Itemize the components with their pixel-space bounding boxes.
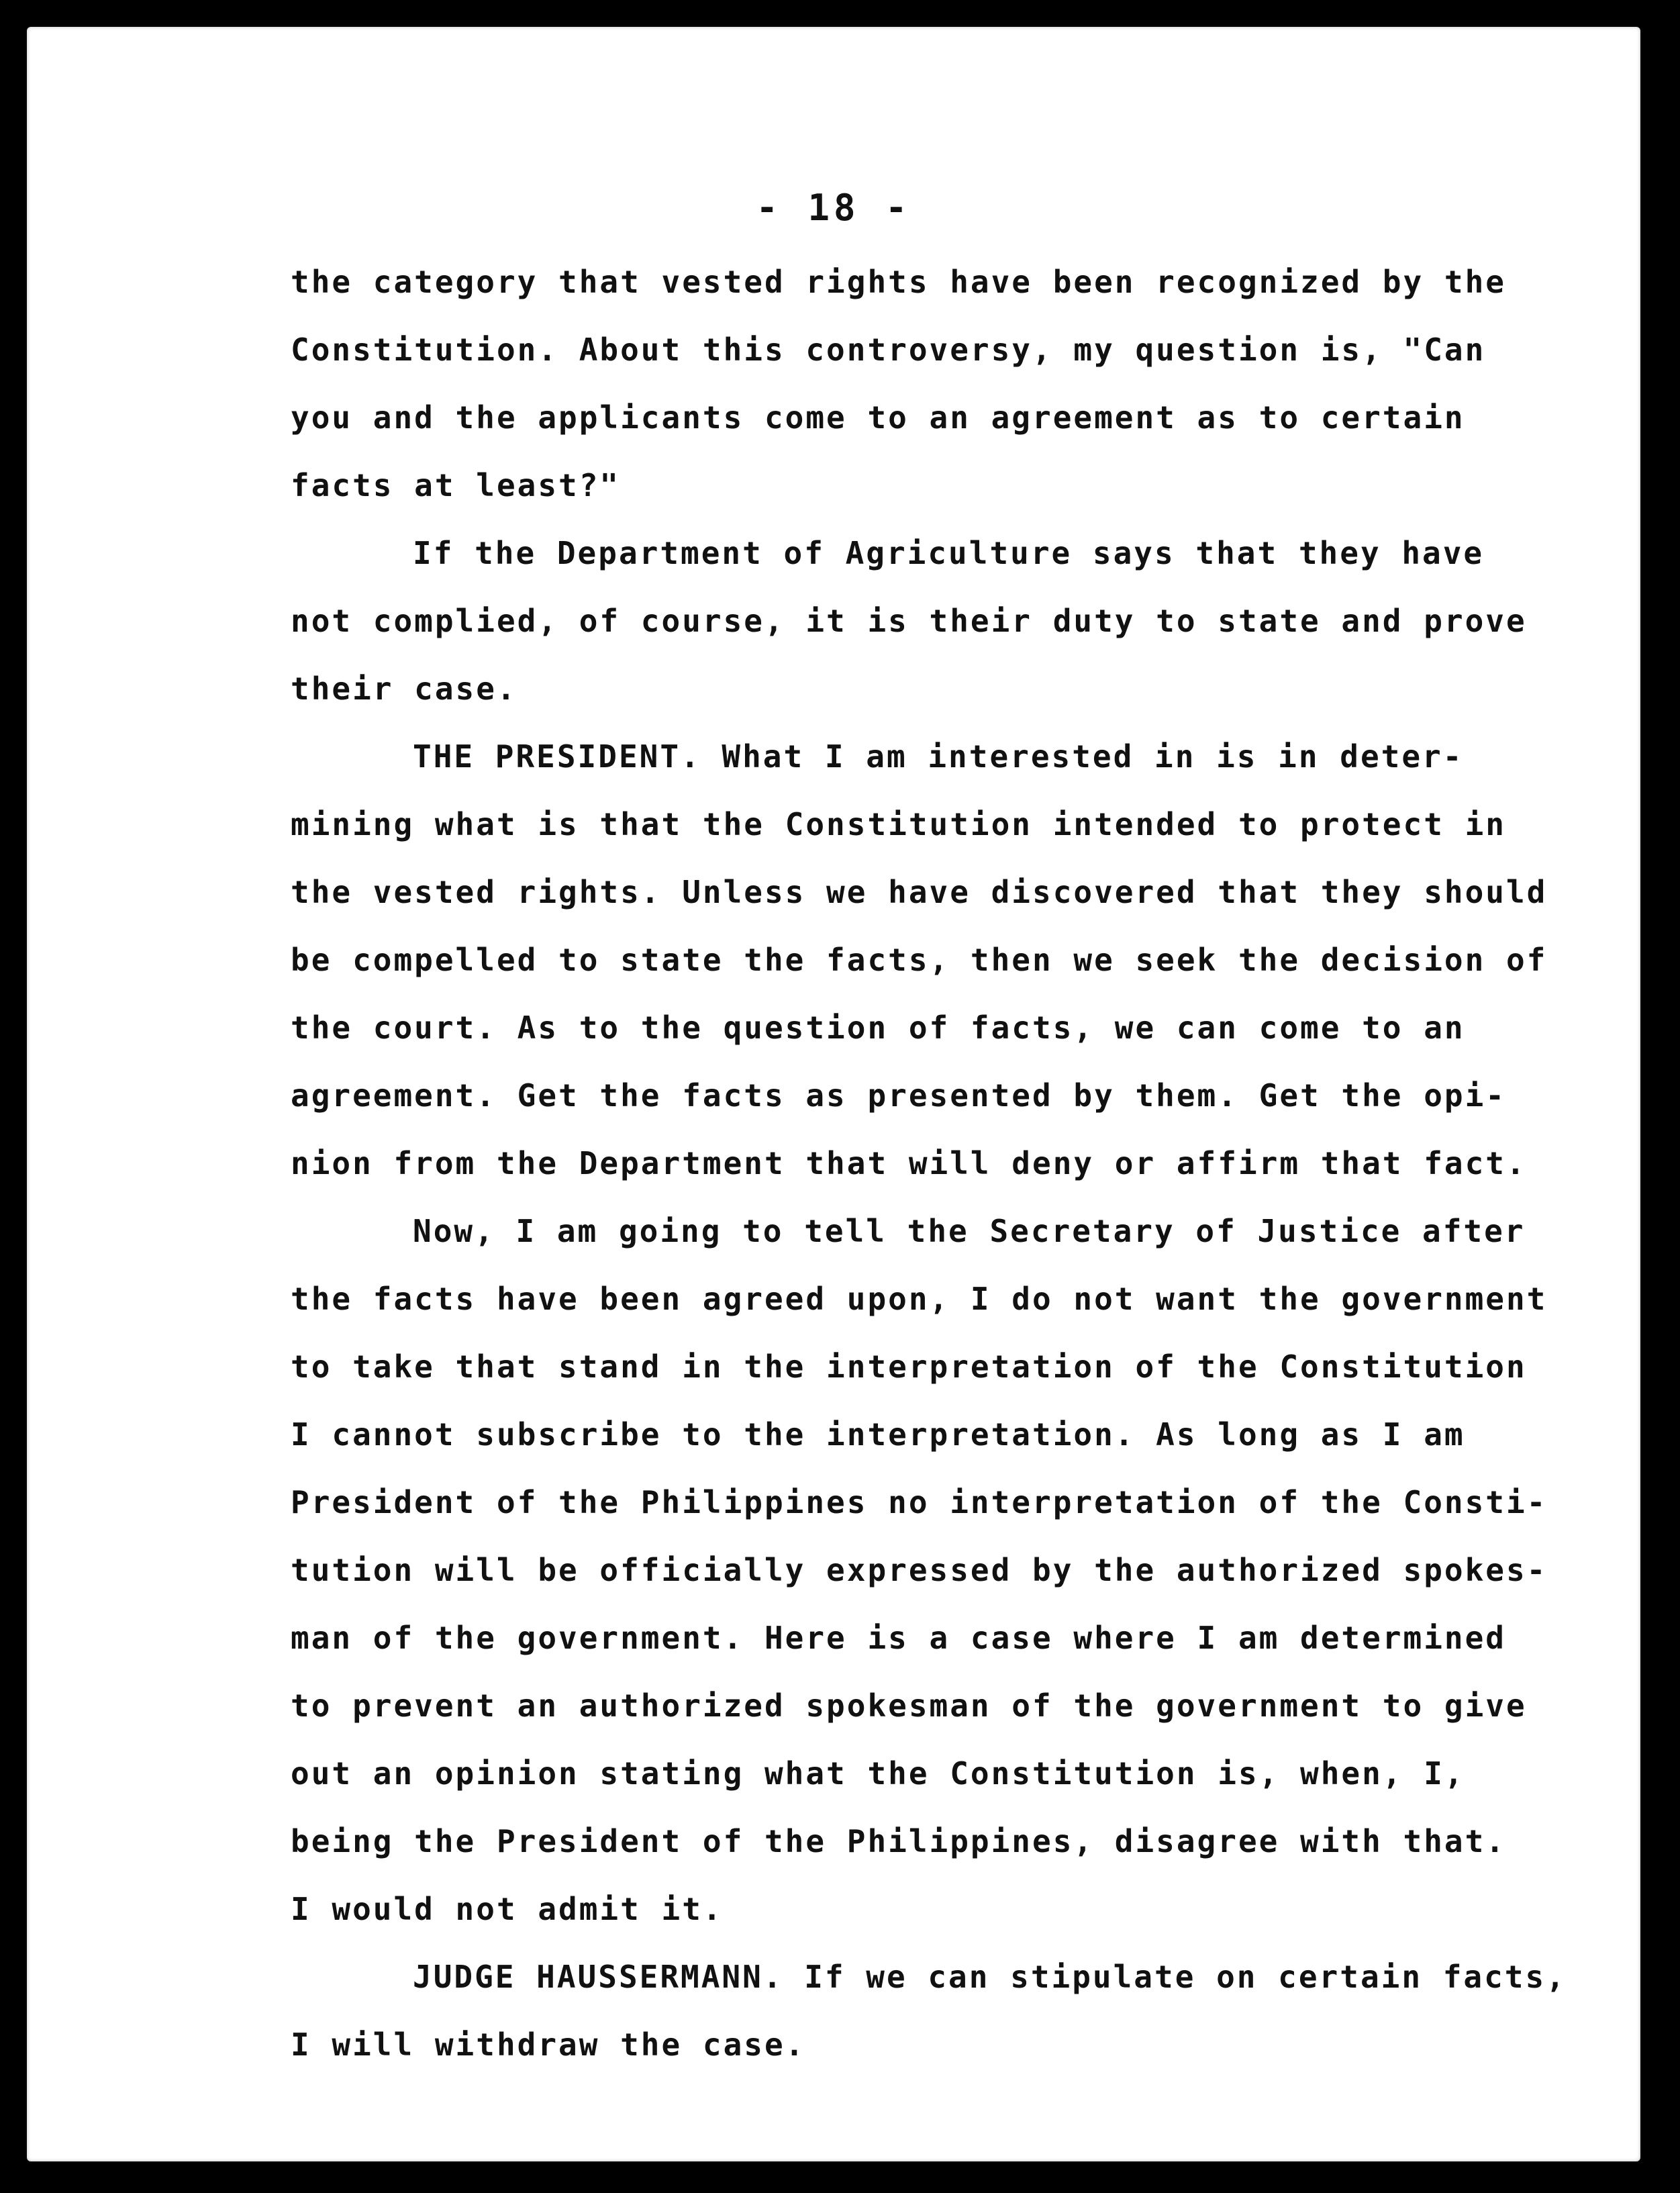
text-line: Constitution. About this controversy, my question is, "Can [291, 332, 1486, 368]
text-line: facts at least?" [291, 467, 621, 503]
text-line: not complied, of course, it is their duty to state and prove [291, 603, 1527, 639]
text-line: the vested rights. Unless we have discovered that they should [291, 874, 1548, 910]
text-line: mining what is that the Constitution intended to protect in [291, 806, 1506, 842]
text-line: their case. [291, 671, 517, 707]
text-line: If the Department of Agriculture says that they have [413, 535, 1485, 571]
speaker-line-president: THE PRESIDENT. What I am interested in is in deter- [413, 738, 1464, 775]
text-line: to prevent an authorized spokesman of the government to give [291, 1688, 1527, 1724]
text-line: tution will be officially expressed by the authorized spokes- [291, 1552, 1548, 1588]
page-number: - 18 - [756, 187, 911, 229]
text-line: agreement. Get the facts as presented by them. Get the opi- [291, 1077, 1506, 1114]
document-page [27, 27, 1640, 2161]
text-line: to take that stand in the interpretation of the Constitution [291, 1349, 1527, 1385]
text-line: Now, I am going to tell the Secretary of Justice after [413, 1213, 1526, 1249]
text-line: out an opinion stating what the Constitution is, when, I, [291, 1755, 1465, 1792]
text-line: nion from the Department that will deny or affirm that fact. [291, 1145, 1527, 1181]
text-line: you and the applicants come to an agreement as to certain [291, 399, 1465, 436]
text-line: the court. As to the question of facts, we can come to an [291, 1010, 1465, 1046]
text-line: man of the government. Here is a case where I am determined [291, 1620, 1506, 1656]
text-line: the category that vested rights have been recognized by the [291, 264, 1506, 300]
text-line: the facts have been agreed upon, I do not want the government [291, 1281, 1548, 1317]
speaker-line-judge: JUDGE HAUSSERMANN. If we can stipulate on certain facts, [413, 1959, 1567, 1995]
document-body [291, 248, 1566, 2079]
text-line: I cannot subscribe to the interpretation. As long as I am [291, 1416, 1465, 1453]
text-line: be compelled to state the facts, then we seek the decision of [291, 942, 1548, 978]
text-line: President of the Philippines no interpretation of the Consti- [291, 1484, 1548, 1520]
text-line: I will withdraw the case. [291, 2027, 806, 2063]
text-line: being the President of the Philippines, disagree with that. [291, 1823, 1506, 1859]
text-line: I would not admit it. [291, 1891, 724, 1927]
